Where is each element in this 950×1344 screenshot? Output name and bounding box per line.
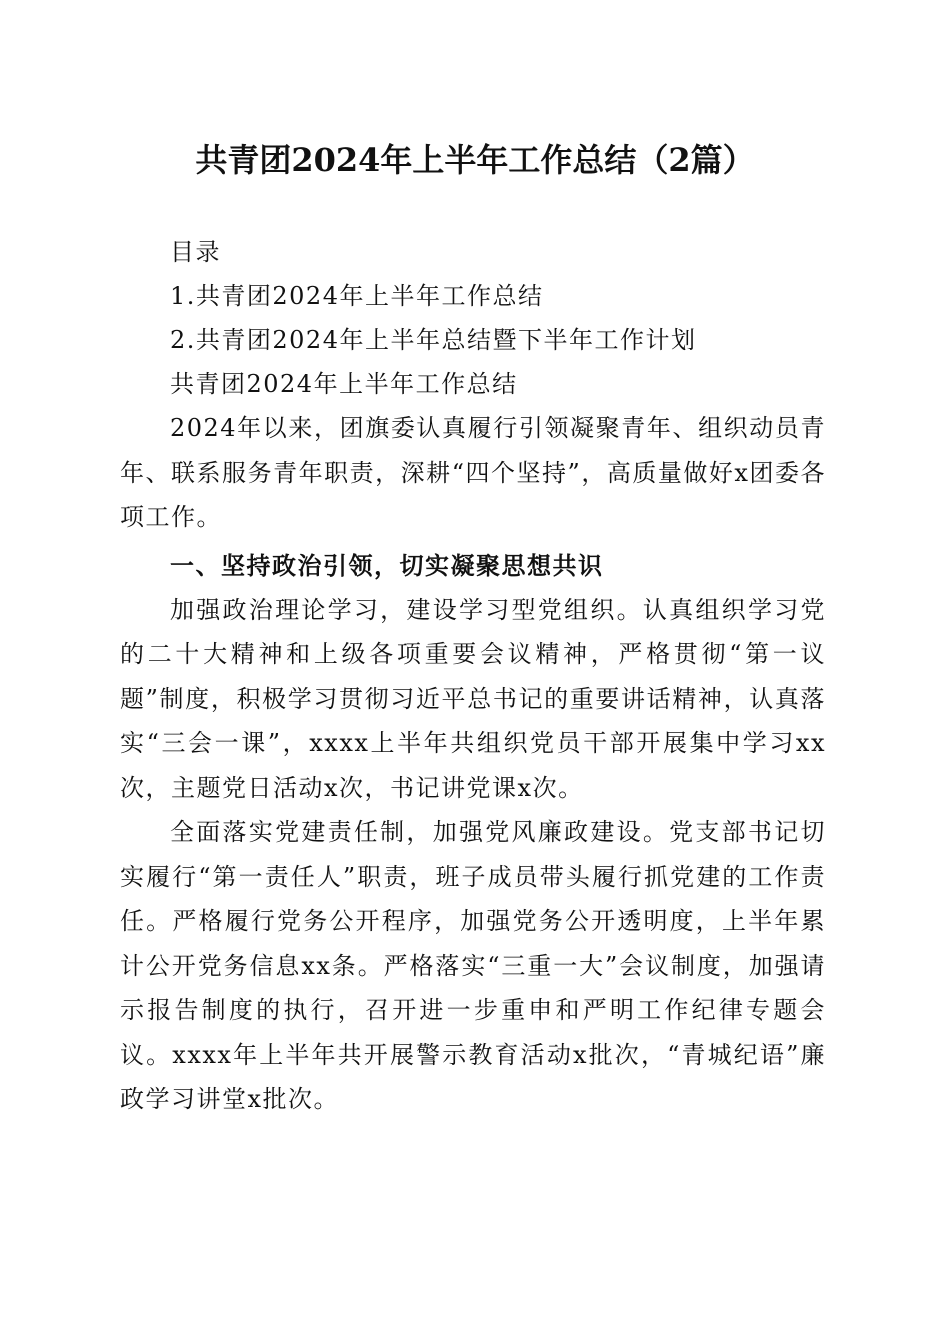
- article-title: 共青团2024年上半年工作总结: [170, 370, 518, 398]
- toc-item-2: 2.共青团2024年上半年总结暨下半年工作计划: [170, 326, 697, 354]
- body-paragraph: 加强政治理论学习，建设学习型党组织。认真组织学习党的二十大精神和上级各项重要会议精神，严格贯彻“第一议题”制度，积极学习贯彻习近平总书记的重要讲话精神，认真落实“三会一课”，xxxx上半年共组织党员干部开展集中学习xx次，主题党日活动x次，书记讲党课x次。: [120, 595, 826, 802]
- section-heading: 一、坚持政治引领，切实凝聚思想共识: [170, 551, 604, 580]
- body-paragraph: 全面落实党建责任制，加强党风廉政建设。党支部书记切实履行“第一责任人”职责，班子成员带头履行抓党建的工作责任。严格履行党务公开程序，加强党务公开透明度，上半年累计公开党务信息xx条。严格落实“三重一大”会议制度，加强请示报告制度的执行，召开进一步重申和严明工作纪律专题会议。xxxx年上半年共开展警示教育活动x批次，“青城纪语”廉政学习讲堂x批次。: [120, 818, 826, 1113]
- toc-label: 目录: [170, 238, 221, 266]
- toc-item-1: 1.共青团2024年上半年工作总结: [170, 282, 544, 310]
- intro-paragraph: 2024年以来，团旗委认真履行引领凝聚青年、组织动员青年、联系服务青年职责，深耕“四个坚持”，高质量做好x团委各项工作。: [120, 414, 826, 531]
- document-body: [120, 230, 826, 1122]
- document-title: 共青团2024年上半年工作总结（2篇）: [195, 141, 755, 179]
